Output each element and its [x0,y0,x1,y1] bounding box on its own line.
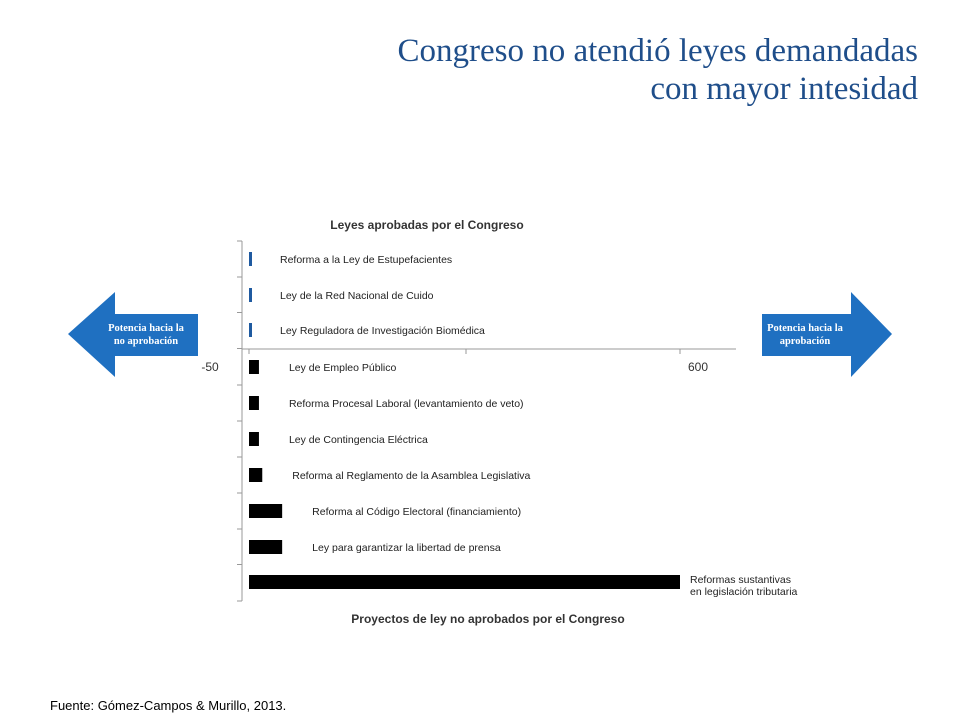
bar-label: Reforma a la Ley de Estupefacientes [280,254,453,266]
bar [249,575,680,589]
bar-label: en legislación tributaria [690,586,798,598]
bar-label: Reforma al Reglamento de la Asamblea Legislativa [292,470,531,482]
bar-label: Ley de Contingencia Eléctrica [288,434,428,446]
bar-label: Ley Reguladora de Investigación Biomédica [280,325,485,337]
bar [249,360,259,374]
bar [249,323,252,337]
right-arrow-label-1: Potencia hacia la [767,323,843,334]
chart-title: Leyes aprobadas por el Congreso [330,218,524,232]
bar [249,288,252,302]
left-arrow-label-1: Potencia hacia la [108,323,184,334]
right-arrow [762,292,892,377]
x-tick-label: 600 [687,360,709,374]
bar-labels [280,254,798,598]
x-tick-label: -50 [201,360,219,374]
bar [249,468,262,482]
bar-label: Ley de la Red Nacional de Cuido [280,290,434,302]
bar-label: Ley de Empleo Público [288,362,397,374]
bar [249,396,259,410]
title-line-1: Congreso no atendió leyes demandadas [397,33,918,69]
title-line-2: con mayor intesidad [650,71,918,107]
bar-label: Reforma Procesal Laboral (levantamiento de veto) [288,398,524,410]
right-arrow-label-2: aprobación [779,336,831,347]
left-arrow [68,292,198,377]
bar [249,540,282,554]
left-arrow-label-2: no aprobación [113,336,179,347]
left-arrow-shape [68,292,198,377]
bar-label: Reforma al Código Electoral (financiamiento) [312,506,522,518]
bar [249,252,252,266]
bar-label: Reformas sustantivas [690,574,791,586]
bars [249,252,680,589]
source-note: Fuente: Gómez-Campos & Murillo, 2013. [50,698,287,713]
right-arrow-shape [762,292,892,377]
bar-label: Ley para garantizar la libertad de prensa [312,542,501,554]
x-axis-label: Proyectos de ley no aprobados por el Congreso [351,612,625,626]
bar [249,432,259,446]
bar [249,504,282,518]
